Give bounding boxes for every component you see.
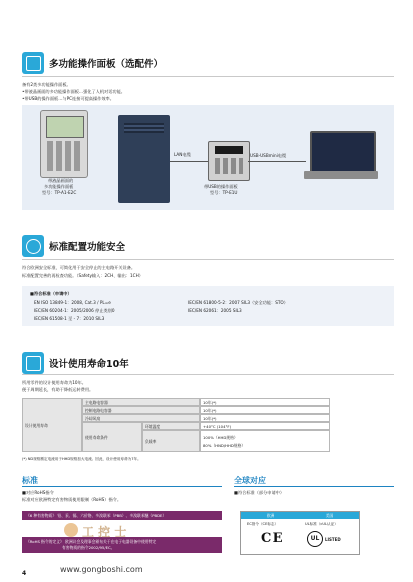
- section4-sub: ■对应RoHS指令: [22, 490, 54, 495]
- table-row-5-cond: 负载率: [142, 430, 200, 452]
- table-left-label: 设计使用寿命: [22, 398, 82, 452]
- page-number: 4: [22, 570, 27, 577]
- usb-panel-label-line2: 型号：TP-E1U: [210, 190, 238, 195]
- cert-col1-label: EC指令（CE标志）: [247, 522, 279, 526]
- section1-header: [22, 52, 163, 74]
- lcd-screen: [46, 116, 84, 138]
- rohs-substances-text: 《6 种有害物质》 铅、汞、镉、六价铬、多溴联苯（PBB）、多溴联苯醚（PBDE）: [26, 512, 167, 518]
- section3-line1: 所用零件的设计使用寿命为10年。: [22, 380, 86, 385]
- panel-label-line3: 型号：TP-A1-E2C: [42, 190, 77, 195]
- lan-cable: [170, 161, 208, 162]
- usb-operation-panel: [208, 141, 250, 181]
- table-row-1-item: 主电路电容器: [82, 398, 200, 406]
- section2-header: [22, 235, 125, 257]
- section5-rule: [234, 486, 394, 487]
- std-left-1: EN ISO 13849-1：2008, Cat.3 / PL=e: [34, 300, 111, 305]
- rohs-definition-line2: 有害物质的指令2002/95/EC。: [62, 545, 115, 550]
- std-right-1: IEC/EN 61800-5-2：2007 SIL3（安全功能：STO）: [188, 300, 288, 305]
- cert-col2-header-text: 美国: [325, 513, 334, 518]
- section3-line2: 便于周期延长，有助于降低运转费用。: [22, 387, 94, 392]
- section2-line1: 符合欧洲安全标准，可简化用于安全停止的主电路开关设备。: [22, 265, 136, 270]
- cert-col2-header: [300, 512, 359, 519]
- section3-title: 设计使用寿命10年: [49, 359, 129, 370]
- operation-panel-icon: [22, 52, 44, 74]
- table-row-4-value: +40°C (104°F): [200, 422, 330, 430]
- lcd-operation-panel: [40, 110, 88, 178]
- std-left-3: IEC/EN 61508-1 至 - 7：2010 SIL3: [34, 316, 105, 321]
- cul-listed-icon: UL: [307, 531, 323, 547]
- cert-col1-header: [241, 512, 300, 519]
- watermark-logo: [64, 523, 78, 537]
- table-row-4-cond: 环境温度: [142, 422, 200, 430]
- keypad: [47, 141, 81, 171]
- cert-table: [240, 511, 360, 555]
- section5-title: 全球对应: [234, 476, 266, 485]
- section4-title: 标准: [22, 476, 38, 485]
- section1-title: 多功能操作面板（选配件）: [49, 59, 164, 70]
- table-row-4-item: 使用寿命条件: [82, 422, 142, 452]
- lan-cable-label: LAN电缆: [174, 152, 191, 157]
- inverter-unit: [118, 115, 170, 203]
- section2-line2: 标准配置完善的再检查功能。（Safety输入：2CH、输出：1CH）: [22, 273, 143, 278]
- section1-rule: [22, 76, 394, 77]
- cul-listed-text: LISTED: [325, 537, 341, 542]
- std-right-2: IEC/EN 62061：2005 SIL3: [188, 308, 242, 313]
- standards-box: [22, 286, 394, 326]
- table-row-5-value: 100%（HHD规格） 80%（HND/HHD规格）: [200, 430, 330, 452]
- section5-sub: ■符合标准（部分申请中）: [234, 490, 285, 495]
- safety-heart-icon: [22, 235, 44, 257]
- usb-cable: [248, 161, 306, 162]
- usb-panel-label-line1: 带USB的操作面板: [204, 184, 238, 189]
- laptop-screen: [310, 131, 376, 173]
- cert-col2-label: UL标准（cUL认证）: [305, 522, 338, 526]
- lifespan-icon: [22, 352, 44, 374]
- section4-line1: 标准对应欧洲特定有害物质使用限制（RoHS）指令。: [22, 497, 122, 502]
- table-row-2-item: 控制电路电容器: [82, 406, 200, 414]
- rohs-definition-line1: 《RoHS 指令的定义》 欧洲议会及理事会颁布关于在电子电器设备中使用特定: [26, 539, 157, 544]
- table-row-2-value: 10年(*): [200, 406, 330, 414]
- standards-box-header: ■符合标准（申请中）: [30, 291, 72, 296]
- cert-col1-header-text: 欧洲: [266, 513, 275, 518]
- table-row-1-value: 10年(*): [200, 398, 330, 406]
- watermark-brand: 工 控 士: [82, 525, 127, 539]
- panel-label-line1: 带液晶画面的: [48, 178, 74, 183]
- section4-rule: [22, 486, 222, 487]
- usb-panel-display: [215, 146, 243, 154]
- table-row-3-item: 冷却风扇: [82, 414, 200, 422]
- section2-rule: [22, 259, 394, 260]
- std-left-2: IEC/EN 60204-1：2005/2006 停止类别0: [34, 308, 115, 313]
- inverter-vent: [124, 123, 164, 133]
- section3-header: [22, 352, 129, 374]
- ce-mark-icon: C E: [261, 531, 283, 546]
- section3-footnote: (*) ND规格额定电流用于HHD规格加大电流。因此，设计使用寿命为7年。: [22, 457, 141, 461]
- section1-bullet1: •带液晶画面的多功能操作面板…强化了人机对话功能。: [22, 89, 125, 94]
- table-row-3-value: 10年(*): [200, 414, 330, 422]
- panel-label-line2: 多功能操作面板: [44, 184, 74, 189]
- usb-cable-label: USB-USBmini电缆: [250, 153, 287, 158]
- section1-bullet2: •带USB的操作面板…与PC连接可提高操作效率。: [22, 96, 114, 101]
- section3-rule: [22, 374, 394, 375]
- rohs-substances-bar: [22, 511, 222, 520]
- usb-panel-keys: [215, 158, 243, 174]
- lifespan-table: [22, 398, 330, 452]
- watermark-url: www.gongboshi.com: [60, 565, 143, 574]
- section2-title: 标准配置功能安全: [49, 242, 126, 253]
- section1-intro: 备有2类多功能操作面板。: [22, 82, 71, 87]
- section1-diagram: [22, 105, 394, 210]
- laptop-base: [304, 171, 378, 179]
